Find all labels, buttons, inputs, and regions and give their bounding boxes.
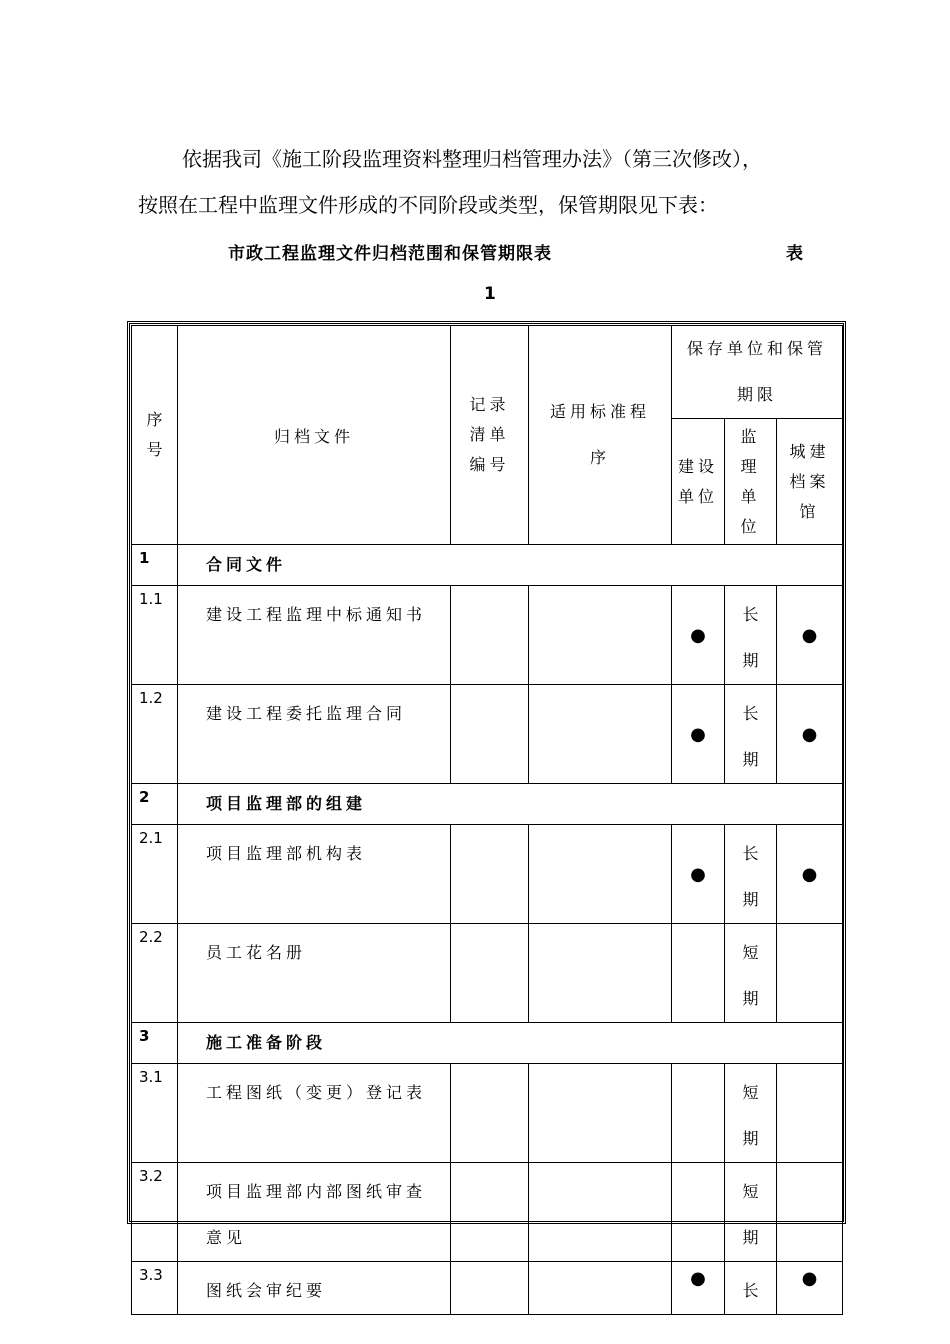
build-unit-mark: ● [672,1262,725,1315]
header-group: 保存单位和保管期限 [672,326,843,419]
header-archive: 城建档案馆 [777,419,843,545]
row-number: 2 [132,784,178,825]
record-number-cell [451,825,529,924]
header-record: 记录清单编号 [451,326,529,545]
build-unit-mark [672,1064,725,1163]
row-number: 3.2 [132,1163,178,1262]
header-build: 建设单位 [672,419,725,545]
table-title-suffix: 表 [786,244,803,264]
build-unit-mark: ● [672,685,725,784]
row-number: 1.2 [132,685,178,784]
supervise-unit-period: 短期 [725,1163,777,1262]
document-name: 工程图纸（变更）登记表 [178,1064,451,1163]
document-name: 项目监理部机构表 [178,825,451,924]
table-row [132,586,843,685]
archive-mark [777,924,843,1023]
table-row [132,924,843,1023]
archive-table [131,325,843,1315]
build-unit-mark: ● [672,825,725,924]
record-number-cell [451,924,529,1023]
row-number: 3.1 [132,1064,178,1163]
header-supervise: 监理单位 [725,419,777,545]
archive-mark: ● [777,685,843,784]
row-number: 3.3 [132,1262,178,1315]
intro-line-1: 依据我司《施工阶段监理资料整理归档管理办法》（第三次修改）， [182,147,762,171]
document-name: 建设工程委托监理合同 [178,685,451,784]
document-name: 员工花名册 [178,924,451,1023]
table-number: 1 [484,284,496,304]
build-unit-mark [672,924,725,1023]
row-number: 1.1 [132,586,178,685]
archive-mark [777,1163,843,1262]
record-number-cell [451,1163,529,1262]
standard-procedure-cell [529,1064,672,1163]
section-row [132,1023,843,1064]
standard-procedure-cell [529,1262,672,1315]
supervise-unit-period: 长期 [725,685,777,784]
row-number: 3 [132,1023,178,1064]
record-number-cell [451,1262,529,1315]
supervise-unit-period: 长 [725,1262,777,1315]
header-standard: 适用标准程序 [529,326,672,545]
archive-mark: ● [777,1262,843,1315]
archive-table-frame [127,321,846,1300]
supervise-unit-period: 长期 [725,825,777,924]
table-row [132,1262,843,1315]
archive-mark: ● [777,825,843,924]
archive-mark [777,1064,843,1163]
standard-procedure-cell [529,825,672,924]
section-title: 合同文件 [178,545,843,586]
standard-procedure-cell [529,586,672,685]
standard-procedure-cell [529,685,672,784]
supervise-unit-period: 短期 [725,1064,777,1163]
archive-mark: ● [777,586,843,685]
row-number: 1 [132,545,178,586]
standard-procedure-cell [529,1163,672,1262]
standard-procedure-cell [529,924,672,1023]
supervise-unit-period: 长期 [725,586,777,685]
supervise-unit-period: 短期 [725,924,777,1023]
record-number-cell [451,1064,529,1163]
table-row [132,1064,843,1163]
section-title: 项目监理部的组建 [178,784,843,825]
section-row [132,784,843,825]
header-seq: 序号 [132,326,178,545]
section-title: 施工准备阶段 [178,1023,843,1064]
build-unit-mark [672,1163,725,1262]
record-number-cell [451,685,529,784]
intro-line-2: 按照在工程中监理文件形成的不同阶段或类型，保管期限见下表： [138,193,718,217]
table-row [132,825,843,924]
document-name: 建设工程监理中标通知书 [178,586,451,685]
section-row [132,545,843,586]
table-row [132,685,843,784]
build-unit-mark: ● [672,586,725,685]
table-row [132,1163,843,1262]
row-number: 2.2 [132,924,178,1023]
table-title: 市政工程监理文件归档范围和保管期限表 [228,244,552,264]
document-name: 图纸会审纪要 [178,1262,451,1315]
record-number-cell [451,586,529,685]
document-name: 项目监理部内部图纸审查意见 [178,1163,451,1262]
row-number: 2.1 [132,825,178,924]
header-doc: 归档文件 [178,326,451,545]
